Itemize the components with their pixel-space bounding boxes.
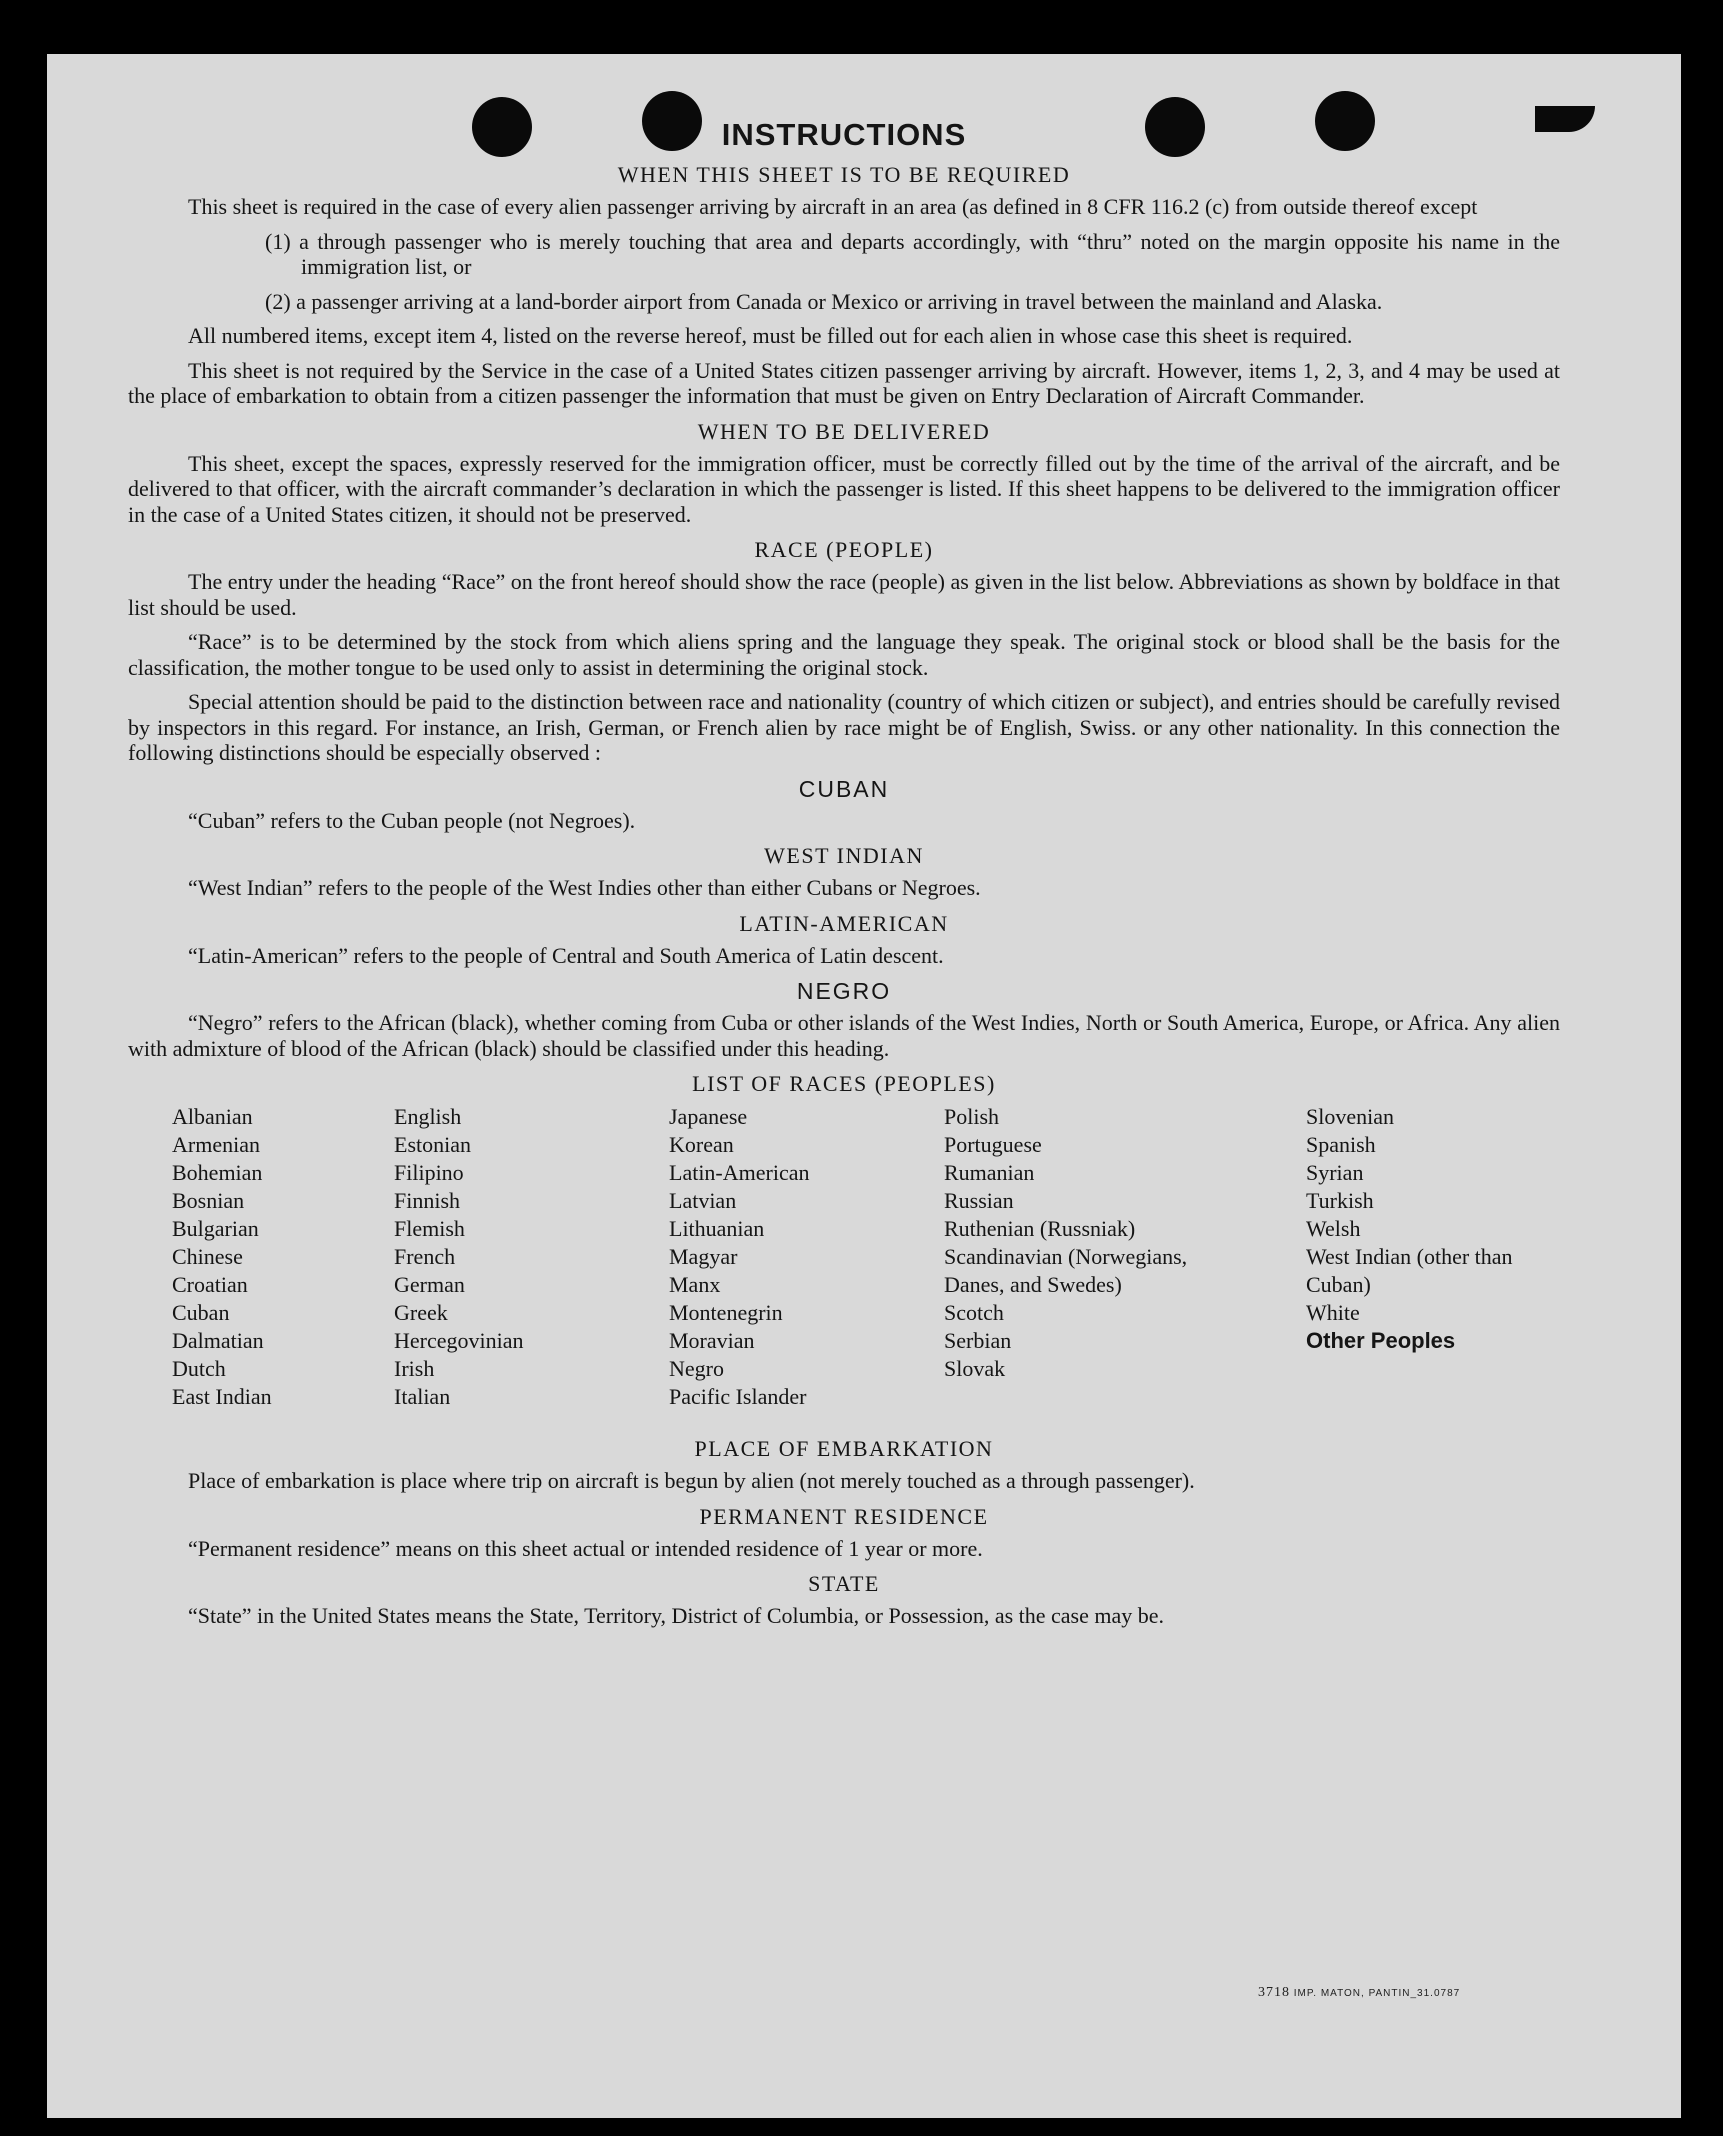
race-entry: West Indian (other than Cuban) — [1306, 1244, 1513, 1297]
race-entry: East Indian — [172, 1384, 272, 1409]
paragraph: This sheet is not required by the Service in the case of a United States citizen passenger arriving by aircraft. However, items 1, 2, 3, and 4 may be used at the place of embarkation to obtain from a citizen passenger the information that must be given on Entry Declaration of Aircraft Commander. — [128, 357, 1560, 408]
race-entry: Syrian — [1306, 1160, 1364, 1185]
race-entry: Dutch — [172, 1356, 226, 1381]
race-entry: Korean — [669, 1132, 734, 1157]
paragraph: The entry under the heading “Race” on the front hereof should show the race (people) as given in the list below. Abbreviations as shown by boldface in that list should be used. — [128, 569, 1560, 620]
race-entry: Polish — [944, 1104, 1000, 1129]
race-entry: Scandinavian (Norwegians, Danes, and Swedes) — [944, 1244, 1188, 1297]
race-entry: Bulgarian — [172, 1216, 259, 1241]
race-entry: Rumanian — [944, 1160, 1035, 1185]
races-column — [394, 1103, 524, 1411]
race-entry: White — [1306, 1300, 1360, 1325]
paragraph: “Negro” refers to the African (black), whether coming from Cuba or other islands of the West Indies, North or South America, Europe, or Africa. Any alien with admixture of blood of the African (black) should be classified under this heading. — [128, 1010, 1560, 1061]
race-entry: Magyar — [669, 1244, 738, 1269]
paragraph: “State” in the United States means the State, Territory, District of Columbia, or Possession, as the case may be. — [188, 1603, 1165, 1628]
race-entry: Chinese — [172, 1244, 243, 1269]
race-entry: French — [394, 1244, 456, 1269]
section-heading-embarkation: PLACE OF EMBARKATION — [694, 1436, 994, 1461]
section-heading-negro: NEGRO — [796, 978, 892, 1004]
paragraph: All numbered items, except item 4, listed on the reverse hereof, must be filled out for each alien in whose case this sheet is required. — [188, 323, 1353, 348]
race-entry: Welsh — [1306, 1216, 1361, 1241]
section-heading-races-list: LIST OF RACES (PEOPLES) — [692, 1071, 996, 1096]
section-heading-latin-american: LATIN-AMERICAN — [739, 910, 949, 936]
race-entry: Filipino — [394, 1160, 464, 1185]
races-column — [669, 1103, 810, 1411]
page-title: INSTRUCTIONS — [721, 117, 967, 152]
paragraph: “Race” is to be determined by the stock from which aliens spring and the language they speak. The original stock or blood shall be the basis for the classification, the mother tongue to be used only to assist in determining the original stock. — [128, 629, 1560, 680]
race-entry: Slovenian — [1306, 1104, 1394, 1129]
race-entry: Pacific Islander — [669, 1384, 807, 1409]
race-entry: Scotch — [944, 1300, 1004, 1325]
race-entry: Manx — [669, 1272, 721, 1297]
section-heading-cuban: CUBAN — [798, 775, 890, 802]
exception-item: (1) a through passenger who is merely touching that area and departs accordingly, with “thru” noted on the margin opposite his name in the immigration list, or — [265, 228, 1560, 279]
section-heading-when-delivered: WHEN TO BE DELIVERED — [697, 418, 991, 444]
race-entry: Slovak — [944, 1356, 1006, 1381]
race-entry: Ruthenian (Russniak) — [944, 1216, 1136, 1241]
race-entry: Armenian — [172, 1132, 260, 1157]
race-entry: Bosnian — [172, 1188, 245, 1213]
section-heading-residence: PERMANENT RESIDENCE — [699, 1503, 989, 1529]
section-heading-when-required: WHEN THIS SHEET IS TO BE REQUIRED — [617, 162, 1071, 187]
race-entry: Portuguese — [944, 1132, 1042, 1157]
race-entry: Cuban — [172, 1300, 230, 1325]
race-entry: Serbian — [944, 1328, 1012, 1353]
race-entry: Moravian — [669, 1328, 755, 1353]
race-entry: English — [394, 1104, 462, 1129]
race-entry: Dalmatian — [172, 1328, 264, 1353]
race-entry: Latin-American — [669, 1160, 810, 1185]
race-entry: Greek — [394, 1300, 448, 1325]
race-entry: Montenegrin — [669, 1300, 783, 1325]
race-entry: Russian — [944, 1188, 1014, 1213]
races-column — [944, 1103, 1244, 1383]
printer-footer — [1258, 1985, 1460, 2001]
race-entry: Latvian — [669, 1188, 737, 1213]
section-heading-west-indian: WEST INDIAN — [764, 843, 924, 868]
race-entry: Japanese — [669, 1104, 748, 1129]
paragraph: Place of embarkation is place where trip on aircraft is begun by alien (not merely touched as a through passenger). — [188, 1468, 1195, 1493]
race-entry: Turkish — [1306, 1188, 1374, 1213]
section-heading-state: STATE — [808, 1571, 880, 1596]
race-entry: Italian — [394, 1384, 451, 1409]
paragraph: This sheet is required in the case of every alien passenger arriving by aircraft in an area (as defined in 8 CFR 116.2 (c) from outside thereof except — [188, 194, 1478, 219]
race-entry: Croatian — [172, 1272, 248, 1297]
race-entry: Irish — [394, 1356, 435, 1381]
paragraph: This sheet, except the spaces, expressly reserved for the immigration officer, must be correctly filled out by the time of the arrival of the aircraft, and be delivered to that officer, with the aircraft commander’s declaration in which the passenger is listed. If this sheet happens to be delivered to the immigration officer in the case of a United States citizen, it should not be preserved. — [128, 450, 1560, 527]
race-entry: Other Peoples — [1306, 1328, 1456, 1353]
paragraph: “West Indian” refers to the people of the West Indies other than either Cubans or Negroes. — [188, 875, 981, 900]
race-entry: German — [394, 1272, 465, 1297]
race-entry: Spanish — [1306, 1132, 1376, 1157]
race-entry: Flemish — [394, 1216, 465, 1241]
race-entry: Hercegovinian — [394, 1328, 524, 1353]
paragraph: Special attention should be paid to the distinction between race and nationality (country of which citizen or subject), and entries should be carefully revised by inspectors in this regard. For instance, an Irish, German, or French alien by race might be of English, Swiss. or any other nationality. In this connection the following distinctions should be especially observed : — [128, 689, 1560, 765]
races-list — [128, 1103, 1560, 1426]
races-column — [1306, 1103, 1556, 1355]
race-entry: Estonian — [394, 1132, 471, 1157]
section-heading-race: RACE (PEOPLE) — [754, 537, 934, 562]
paragraph: “Permanent residence” means on this sheet actual or intended residence of 1 year or more. — [188, 1535, 983, 1561]
race-entry: Lithuanian — [669, 1216, 765, 1241]
race-entry: Albanian — [172, 1104, 253, 1129]
exception-item: (2) a passenger arriving at a land-border airport from Canada or Mexico or arriving in travel between the mainland and Alaska. — [265, 288, 1383, 314]
race-entry: Negro — [669, 1356, 724, 1381]
paragraph: “Latin-American” refers to the people of Central and South America of Latin descent. — [188, 942, 944, 968]
paragraph: “Cuban” refers to the Cuban people (not Negroes). — [188, 807, 636, 833]
printer-imprint: IMP. MATON, PANTIN_31.0787 — [1293, 1988, 1461, 1999]
instructions-content — [128, 118, 1560, 1638]
race-entry: Finnish — [394, 1188, 461, 1213]
races-column — [172, 1103, 272, 1411]
form-number: 3718 — [1258, 1985, 1290, 2000]
race-entry: Bohemian — [172, 1160, 263, 1185]
